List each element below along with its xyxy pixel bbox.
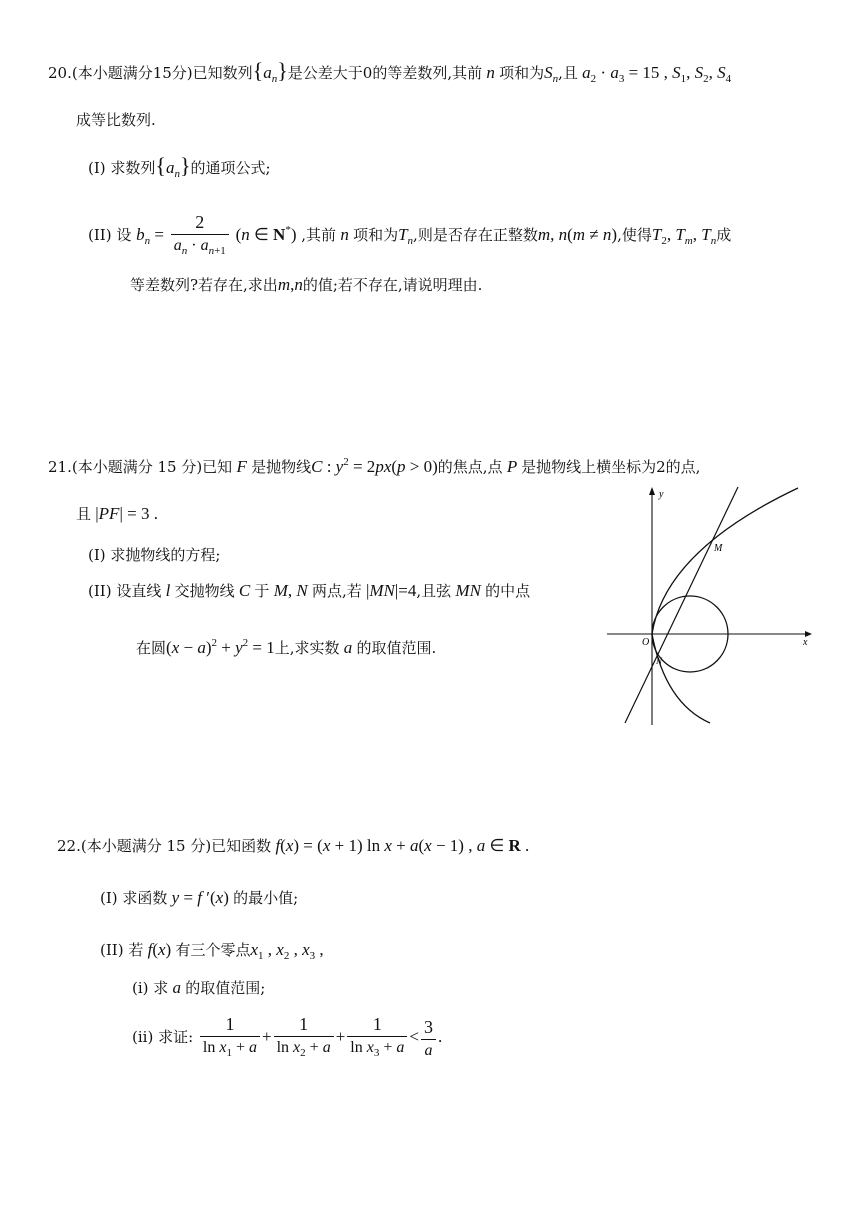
point-n-label: N (656, 656, 663, 666)
y-axis-label: y (659, 489, 664, 500)
y-axis-arrow (649, 487, 655, 495)
problem-22-q2-ii: (ii) 求证: $\frac{1}{\ln x_1 + a}$ + $\frac{1}{\ln x_2 + a}$ + $\frac{1}{\ln x_3 + a}$ < $\frac{3}{a}$ . (132, 1012, 442, 1064)
fraction-1: $\frac{1}{\ln x_1 + a}$ (200, 1012, 260, 1064)
origin-label: O (642, 637, 650, 648)
x-axis-label: x (803, 637, 808, 648)
fraction-3: $\frac{1}{\ln x_3 + a}$ (347, 1012, 407, 1064)
problem-21-q2: (II) 设直线 l 交抛物线 C 于 M, N 两点,若 |MN|=4,且弦 MN 的中点 (88, 581, 531, 600)
problem-22-q2: (II) 若 f(x) 有三个零点$x_1$ , $x_2$ , $x_3$ , (100, 940, 324, 962)
problem-20-q2: (II) 设 $b_n$ = $\frac{2}{a_n \cdot a_{n+1}}$ (n ∈ N*) ,其前 n 项和为$T_n$,则是否存在正整数m, n(m ≠ n),使得$T_2$, $T_m$, $T_n$成 (88, 207, 731, 264)
problem-20-line1: 20.(本小题满分15分)已知数列$\{a_n\}$是公差大于0的等差数列,其前 n 项和为$S_n$,且 $a_2 \cdot a_3 = 15$ , $S_1$, $S_2$, $S_4$ (48, 58, 732, 85)
problem-21-line1: 21.(本小题满分 15 分)已知 F 是抛物线C : $y^2 = 2px(p > 0)$的焦点,点 P 是抛物线上横坐标为2的点, (48, 456, 701, 476)
problem-20-q2-cont: 等差数列?若存在,求出m,n的值;若不存在,请说明理由. (130, 275, 483, 294)
parabola-circle-figure (605, 483, 815, 728)
problem-22-q2-i: (i) 求 a 的取值范围; (132, 978, 266, 997)
problem-21-q2-cont: 在圆$(x - a)^2 + y^2 = 1$上,求实数 a 的取值范围. (136, 637, 437, 657)
problem-22-q1: (I) 求函数 y = f ′(x) 的最小值; (100, 888, 299, 907)
problem-21-q1: (I) 求抛物线的方程; (88, 546, 221, 564)
problem-22-line1: 22.(本小题满分 15 分)已知函数 f(x) = (x + 1) ln x + a(x − 1) , a ∈ R . (57, 836, 530, 855)
parabola-curve (652, 488, 798, 723)
fraction-bn: $\frac{2}{a_n \cdot a_{n+1}}$ (171, 210, 229, 262)
fraction-rhs: $\frac{3}{a}$ (421, 1015, 436, 1062)
problem-20-line2: 成等比数列. (76, 111, 156, 129)
fraction-2: $\frac{1}{\ln x_2 + a}$ (274, 1012, 334, 1064)
point-m-label: M (714, 543, 723, 554)
problem-21-line2: 且 |PF| = 3 . (76, 504, 158, 523)
problem-20-q1: (I) 求数列$\{a_n\}$的通项公式; (88, 153, 271, 180)
line-l (625, 487, 738, 723)
